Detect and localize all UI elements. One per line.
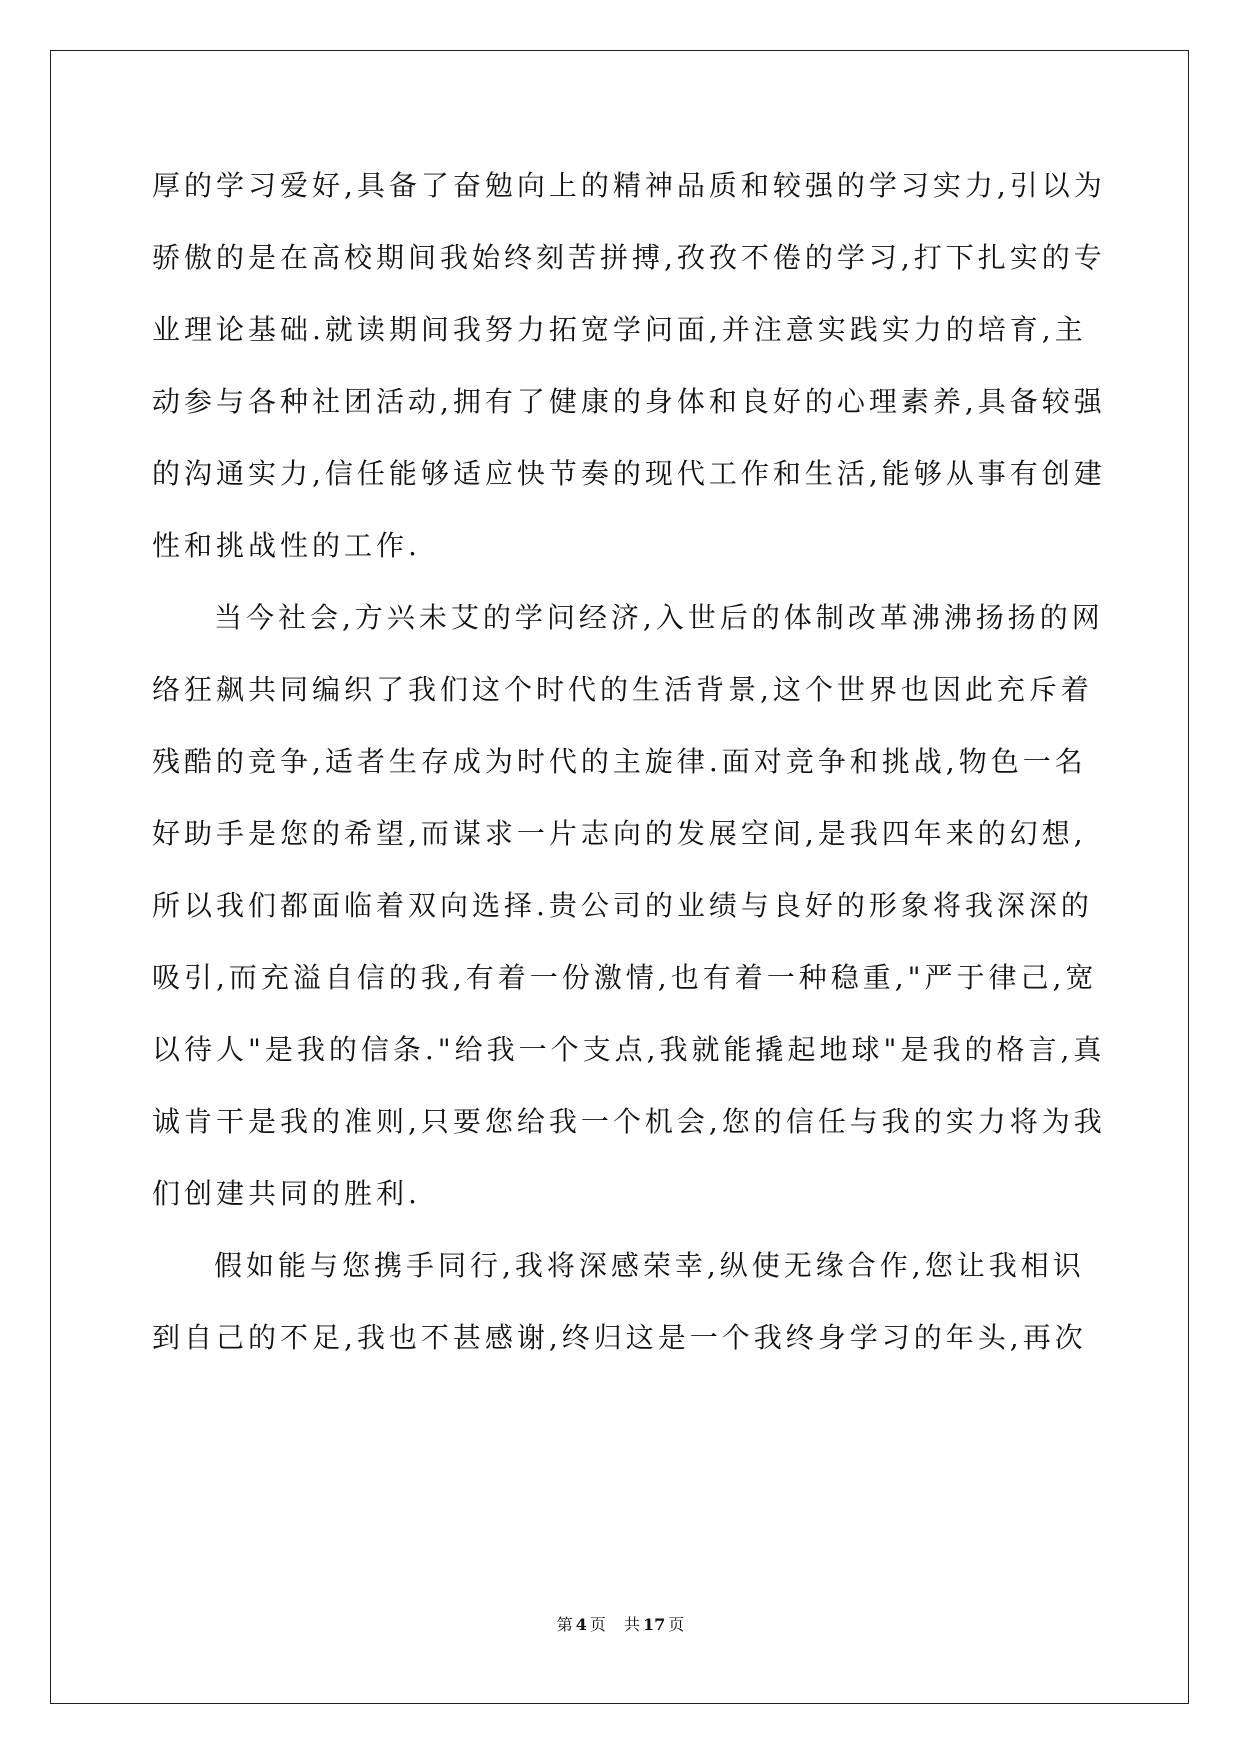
text-line: 厚的学习爱好,具备了奋勉向上的精神品质和较强的学习实力,引以为 bbox=[152, 169, 1106, 202]
text-line: 所以我们都面临着双向选择.贵公司的业绩与良好的形象将我深深的 bbox=[152, 889, 1093, 922]
page-footer bbox=[0, 1612, 1241, 1635]
text-line: 骄傲的是在高校期间我始终刻苦拼搏,孜孜不倦的学习,打下扎实的专 bbox=[152, 241, 1106, 274]
total-suffix: 页 bbox=[668, 1615, 685, 1634]
text-line: 残酷的竞争,适者生存成为时代的主旋律.面对竞争和挑战,物色一名 bbox=[152, 745, 1087, 778]
text-line: 性和挑战性的工作. bbox=[152, 529, 421, 562]
total-pages: 17 bbox=[642, 1615, 666, 1634]
text-line: 当今社会,方兴未艾的学问经济,入世后的体制改革沸沸扬扬的网 bbox=[214, 601, 1104, 634]
page-number: 4 bbox=[575, 1615, 587, 1634]
text-line: 以待人"是我的信条."给我一个支点,我就能撬起地球"是我的格言,真 bbox=[152, 1033, 1106, 1066]
text-line: 诚肯干是我的准则,只要您给我一个机会,您的信任与我的实力将为我 bbox=[152, 1105, 1106, 1138]
paragraph-3 bbox=[152, 1230, 1090, 1374]
text-line: 假如能与您携手同行,我将深感荣幸,纵使无缘合作,您让我相识 bbox=[214, 1249, 1085, 1282]
document-body bbox=[152, 150, 1106, 1374]
page-suffix: 页 bbox=[589, 1615, 606, 1634]
total-prefix: 共 bbox=[623, 1615, 640, 1634]
text-line: 吸引,而充溢自信的我,有着一份激情,也有着一种稳重,"严于律己,宽 bbox=[152, 961, 1098, 994]
text-line: 到自己的不足,我也不甚感谢,终归这是一个我终身学习的年头,再次 bbox=[152, 1321, 1087, 1354]
page-prefix: 第 bbox=[556, 1615, 573, 1634]
paragraph-2 bbox=[152, 582, 1106, 1230]
text-line: 们创建共同的胜利. bbox=[152, 1177, 421, 1210]
text-line: 好助手是您的希望,而谋求一片志向的发展空间,是我四年来的幻想, bbox=[152, 817, 1087, 850]
paragraph-1 bbox=[152, 150, 1106, 582]
text-line: 络狂飙共同编织了我们这个时代的生活背景,这个世界也因此充斥着 bbox=[152, 673, 1093, 706]
text-line: 业理论基础.就读期间我努力拓宽学问面,并注意实践实力的培育,主 bbox=[152, 313, 1087, 346]
text-line: 动参与各种社团活动,拥有了健康的身体和良好的心理素养,具备较强 bbox=[152, 385, 1106, 418]
text-line: 的沟通实力,信任能够适应快节奏的现代工作和生活,能够从事有创建 bbox=[152, 457, 1106, 490]
